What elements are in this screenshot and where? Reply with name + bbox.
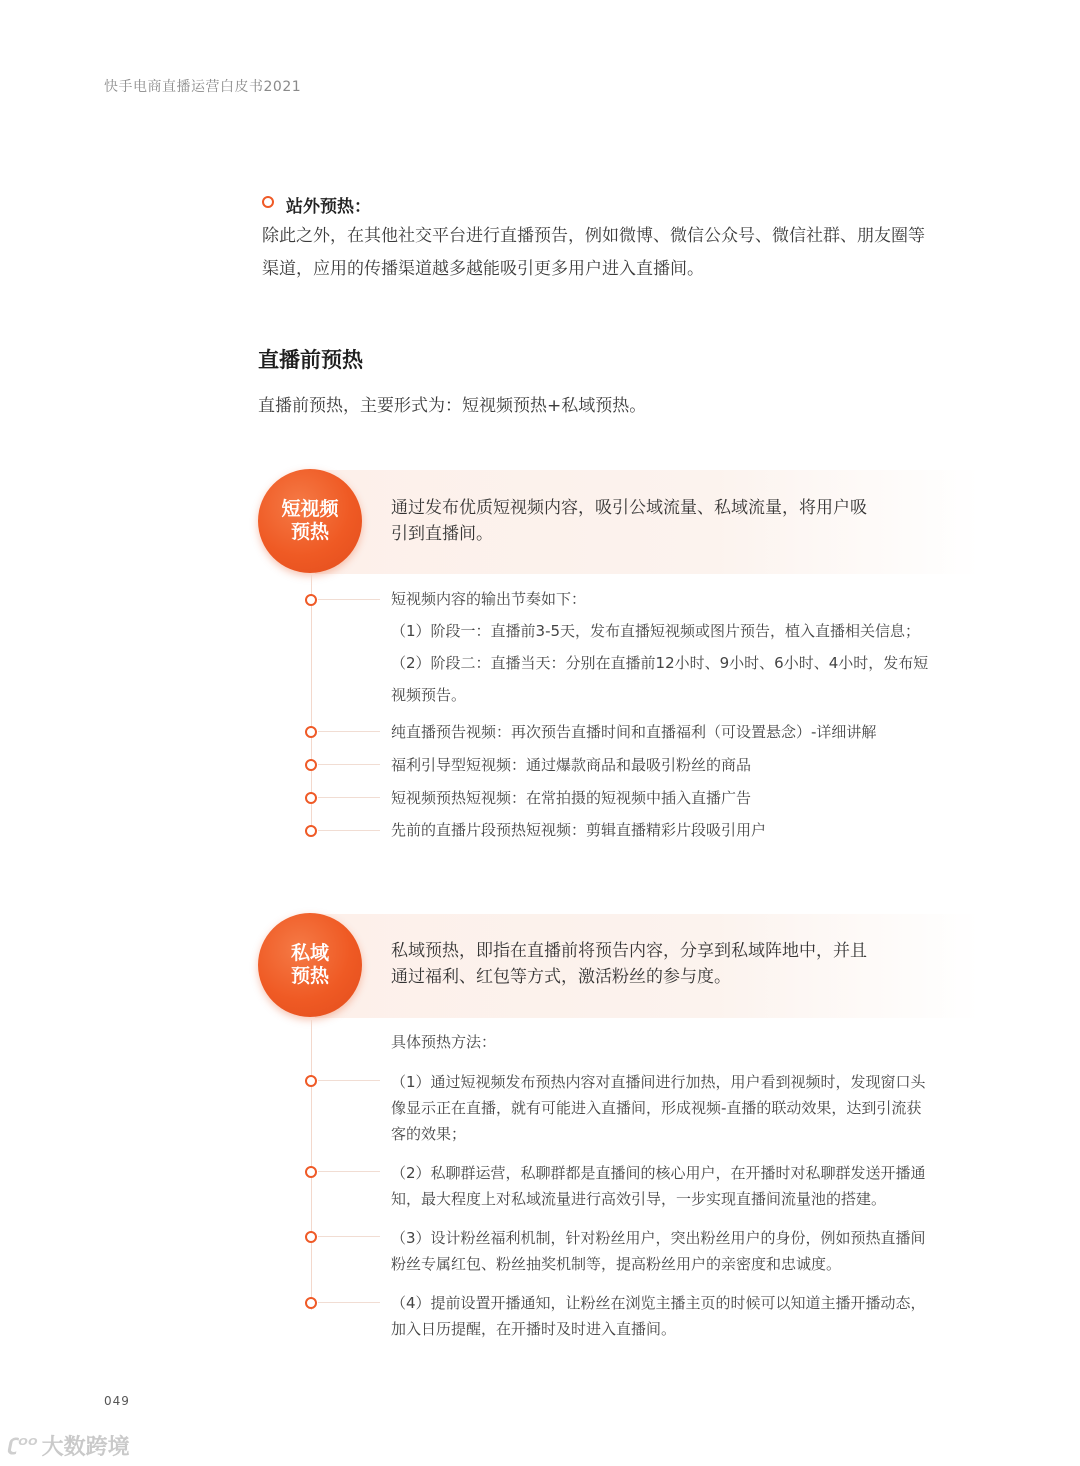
ring-bullet-icon: [305, 792, 317, 804]
short-video-item: 短视频预热短视频：在常拍摄的短视频中插入直播广告: [391, 789, 752, 807]
ring-bullet-icon: [305, 1166, 317, 1178]
method-line: 客的效果；: [391, 1125, 467, 1143]
rhythm-line: （2）阶段二：直播当天：分别在直播前12小时、9小时、6小时、4小时，发布短: [391, 654, 929, 672]
connector-line: [318, 1236, 380, 1237]
ring-bullet-icon: [305, 825, 317, 837]
connector-line: [318, 797, 380, 798]
private-badge: [258, 913, 362, 1017]
document-header-title: 快手电商直播运营白皮书2021: [104, 79, 302, 95]
ring-bullet-icon: [305, 759, 317, 771]
method-line: （1）通过短视频发布预热内容对直播间进行加热，用户看到视频时，发现窗口头: [391, 1073, 926, 1091]
page-number: 049: [104, 1394, 130, 1408]
ring-bullet-icon: [305, 594, 317, 606]
method-line: 加入日历提醒，在开播时及时进入直播间。: [391, 1320, 677, 1338]
desc-line: 私域预热，即指在直播前将预告内容，分享到私域阵地中，并且: [391, 941, 867, 961]
ring-bullet-icon: [305, 1297, 317, 1309]
method-line: （3）设计粉丝福利机制，针对粉丝用户，突出粉丝用户的身份，例如预热直播间: [391, 1229, 926, 1247]
rhythm-title: 短视频内容的输出节奏如下：: [391, 590, 587, 608]
method-line: 像显示正在直播，就有可能进入直播间，形成视频-直播的联动效果，达到引流获: [391, 1099, 922, 1117]
methods-title: 具体预热方法：: [391, 1033, 497, 1051]
watermark-text: 大数跨境: [41, 1435, 130, 1460]
offsite-subtitle: 站外预热：: [286, 197, 371, 217]
private-description: [391, 938, 971, 990]
badge-line: 短视频: [281, 498, 339, 520]
badge-line: 预热: [290, 965, 329, 987]
connector-line: [318, 1080, 380, 1081]
short-video-item: 先前的直播片段预热短视频：剪辑直播精彩片段吸引用户: [391, 821, 767, 839]
connector-line: [318, 599, 380, 600]
short-video-badge: [258, 469, 362, 573]
method-line: （2）私聊群运营，私聊群都是直播间的核心用户，在开播时对私聊群发送开播通: [391, 1164, 926, 1182]
short-video-description: [391, 495, 971, 547]
offsite-line: 渠道，应用的传播渠道越多越能吸引更多用户进入直播间。: [262, 259, 704, 279]
short-video-item: 纯直播预告视频：再次预告直播时间和直播福利（可设置悬念）-详细讲解: [391, 723, 877, 741]
rhythm-line: 视频预告。: [391, 686, 467, 704]
ring-bullet-icon: [305, 1075, 317, 1087]
desc-line: 通过发布优质短视频内容，吸引公域流量、私域流量，将用户吸: [391, 498, 867, 518]
connector-line: [318, 764, 380, 765]
method-line: 粉丝专属红包、粉丝抽奖机制等，提高粉丝用户的亲密度和忠诚度。: [391, 1255, 842, 1273]
method-item: [391, 1225, 981, 1277]
offsite-line: 除此之外，在其他社交平台进行直播预告，例如微博、微信公众号、微信社群、朋友圈等: [262, 226, 925, 246]
ring-bullet-icon: [305, 726, 317, 738]
offsite-paragraph: [262, 220, 982, 286]
ring-bullet-icon: [305, 1231, 317, 1243]
section-intro: 直播前预热，主要形式为：短视频预热+私域预热。: [258, 396, 647, 416]
desc-line: 引到直播间。: [391, 524, 493, 544]
badge-line: 预热: [290, 521, 329, 543]
short-video-item: 福利引导型短视频：通过爆款商品和最吸引粉丝的商品: [391, 756, 752, 774]
watermark: [8, 1430, 130, 1461]
desc-line: 通过福利、红包等方式，激活粉丝的参与度。: [391, 967, 731, 987]
section-heading: 直播前预热: [258, 348, 363, 372]
method-line: （4）提前设置开播通知，让粉丝在浏览主播主页的时候可以知道主播开播动态，: [391, 1294, 926, 1312]
method-item: [391, 1069, 981, 1147]
ring-bullet-icon: [262, 196, 274, 208]
rhythm-line: （1）阶段一：直播前3-5天，发布直播短视频或图片预告，植入直播相关信息；: [391, 622, 921, 640]
timeline-line: [311, 1020, 312, 1310]
connector-line: [318, 731, 380, 732]
rhythm-block: [391, 586, 981, 708]
watermark-logo-icon: ʗᴼᴼ: [8, 1435, 38, 1456]
connector-line: [318, 830, 380, 831]
connector-line: [318, 1302, 380, 1303]
method-line: 知，最大程度上对私域流量进行高效引导，一步实现直播间流量池的搭建。: [391, 1190, 887, 1208]
method-item: [391, 1160, 981, 1212]
badge-line: 私域: [290, 942, 329, 964]
method-item: [391, 1290, 981, 1342]
connector-line: [318, 1171, 380, 1172]
